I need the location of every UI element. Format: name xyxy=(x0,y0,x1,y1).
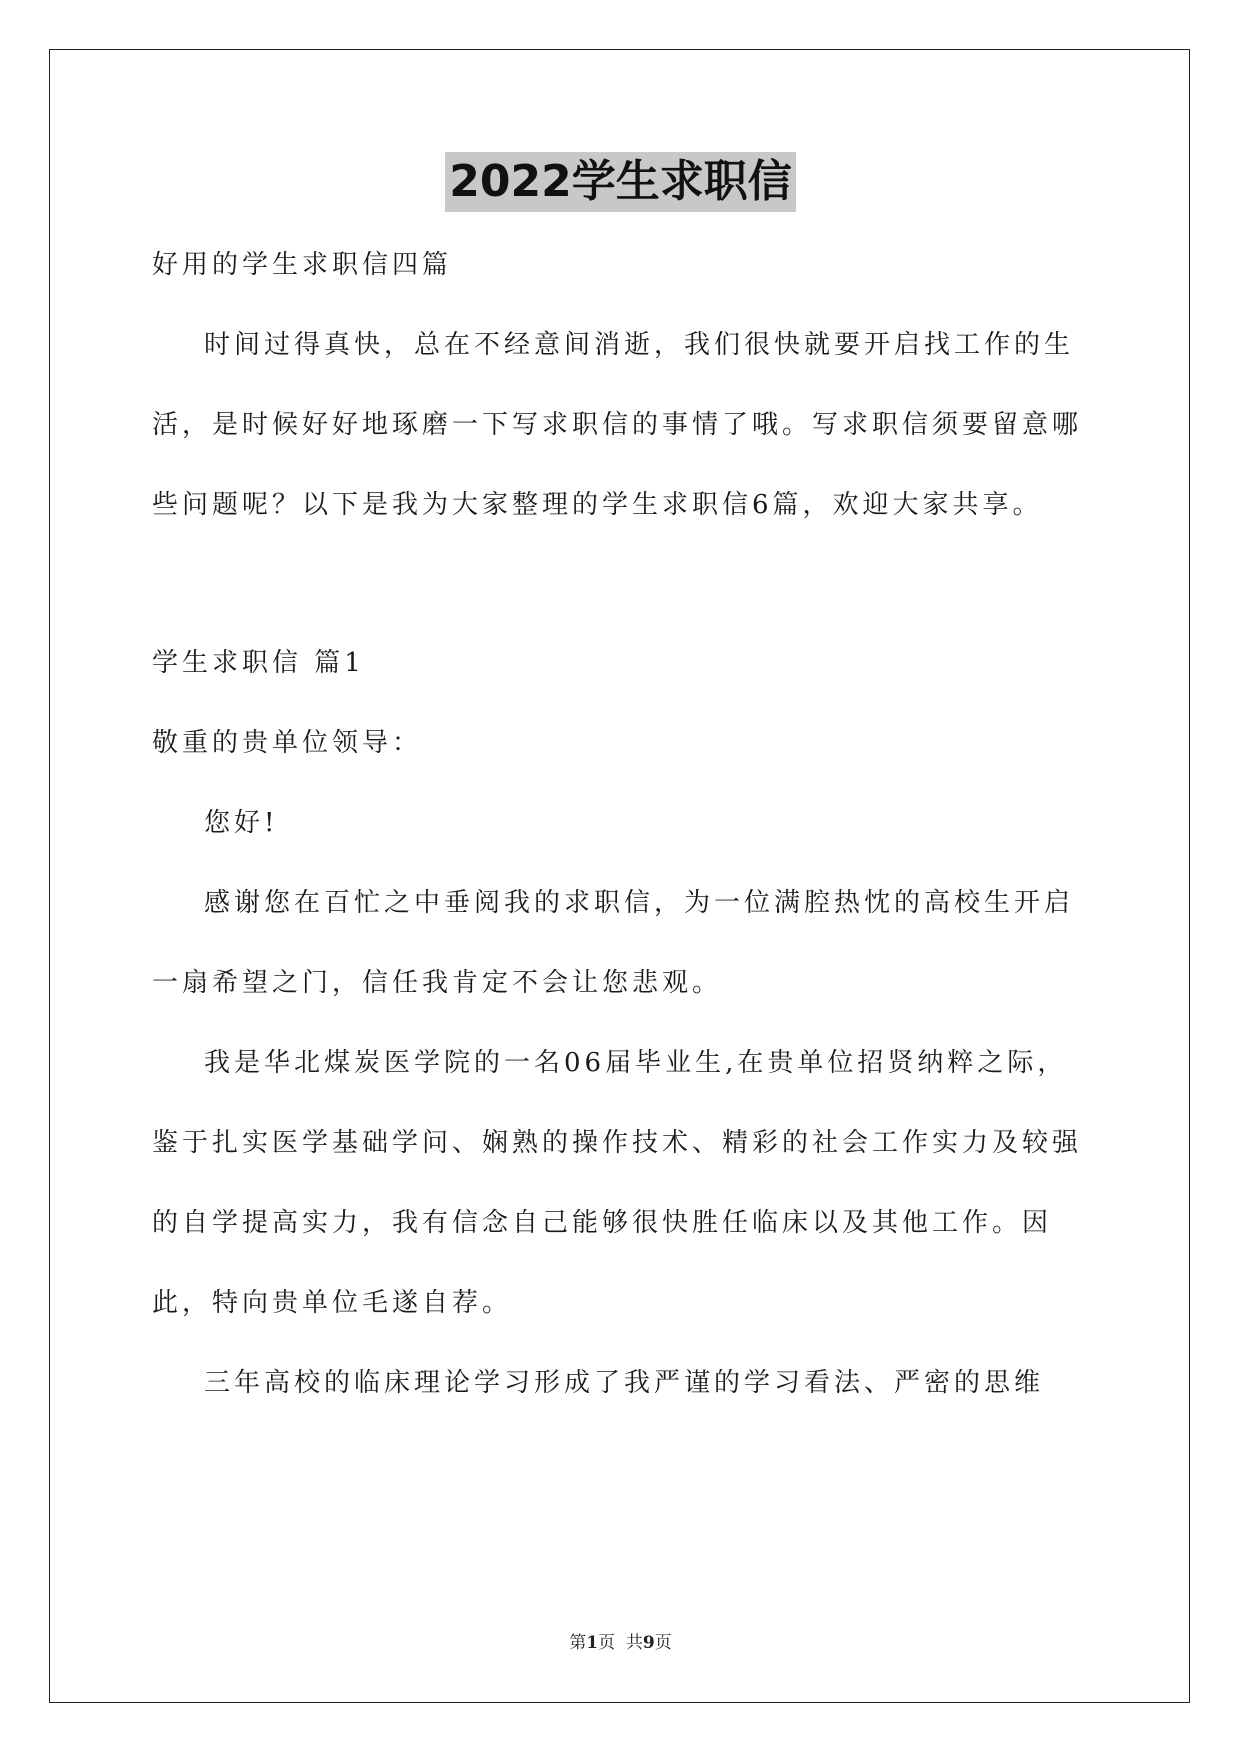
section-heading: 学生求职信 篇1 xyxy=(152,648,365,678)
page-footer xyxy=(0,1628,1241,1653)
current-page-number: 1 xyxy=(586,1633,599,1653)
body-paragraph: 三年高校的临床理论学习形成了我严谨的学习看法、严密的思维 xyxy=(204,1368,1045,1398)
greeting: 您好! xyxy=(204,808,279,838)
document-title: 2022学生求职信 xyxy=(445,152,795,212)
total-page-count: 9 xyxy=(642,1633,655,1653)
footer-prefix: 第 xyxy=(569,1633,587,1653)
document-body xyxy=(152,225,1092,1423)
footer-suffix: 页 xyxy=(654,1633,672,1653)
subtitle: 好用的学生求职信四篇 xyxy=(152,250,453,280)
body-paragraph: 我是华北煤炭医学院的一名06届毕业生,在贵单位招贤纳粹之际，鉴于扎实医学基础学问、娴熟的操作技术、精彩的社会工作实力及较强的自学提高实力，我有信念自己能够很快胜任临床以及其他工作。因此，特向贵单位毛遂自荐。 xyxy=(152,1048,1083,1318)
body-paragraph: 感谢您在百忙之中垂阅我的求职信，为一位满腔热忱的高校生开启一扇希望之门，信任我肯定不会让您悲观。 xyxy=(152,888,1075,998)
salutation: 敬重的贵单位领导： xyxy=(152,728,423,758)
spacer xyxy=(152,545,1092,623)
footer-mid: 页 共 xyxy=(598,1633,643,1653)
title-container xyxy=(0,152,1241,212)
intro-paragraph: 时间过得真快，总在不经意间消逝，我们很快就要开启找工作的生活，是时候好好地琢磨一下写求职信的事情了哦。写求职信须要留意哪些问题呢？以下是我为大家整理的学生求职信6篇，欢迎大家共享。 xyxy=(152,330,1083,520)
